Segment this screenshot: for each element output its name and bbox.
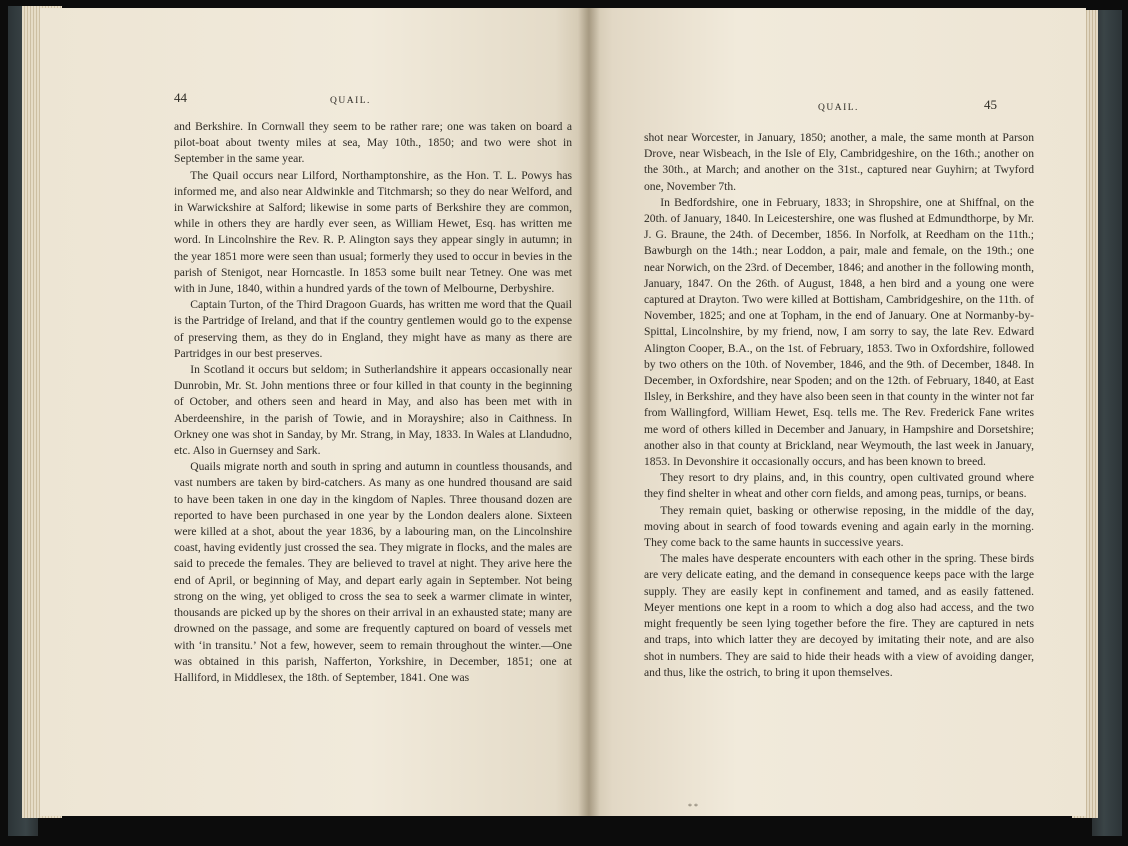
right-page [588,8,1086,816]
paragraph: Captain Turton, of the Third Dragoon Guards, has written me word that the Quail is the Partridge of Ireland, and that if the country gentlemen would go to the expense of preserving them, as they do in England, they might have as many as there are Partridges in our best preserves. [174,298,572,360]
page-number: 44 [174,90,187,105]
paragraph: In Bedfordshire, one in February, 1833; in Shropshire, one at Shiffnal, on the 20th. of January, 1840. In Leicestershire, one was flushed at Edmundthorpe, by Mr. J. G. Braune, the 24th. of December, 1856. In Norfolk, at Reedham on the 11th.; Bawburgh on the 14th.; near Loddon, a pair, male and female, on the 19th.; one near Norwich, on the 23rd. of December, 1846; and another in the following month, January, 1847. On the 26th. of August, 1848, a hen bird and a young one were captured at Drayton. Two were killed at Bottisham, Cambridgeshire, on the 11th. of November, 1825; and one at Topham, in the end of January. One at Normanby-by-Spittal, Lincolnshire, by my friend, now, I am sorry to say, the late Rev. Edward Alington Cooper, B.A., on the 1st. of February, 1853. Two in Oxfordshire, followed by two others on the 10th. of November, 1846, and the 9th. of December, 1848. In December, in Oxfordshire, near Spoden; and on the 12th. of February, 1840, at East Ilsley, in Berkshire, and they have also been seen in that county in the winter not far from Wallingford, William Hewet, Esq. tells me. The Rev. Frederick Fane writes me word of others killed in December and January, in Hampshire and Dorsetshire; another also in that county at Brickland, near Weymouth, the last week in January, 1853. In Devonshire it occasionally occurs, and has been known to breed. [644,195,1034,469]
end-ornament: * * [688,802,698,811]
book-gutter [578,8,600,816]
paragraph: Quails migrate north and south in spring and autumn in countless thousands, and vast numbers are taken by bird-catchers. As many as one hundred thousand are said to have been taken in one day in the kingdom of Naples. Three thousand dozen are reported to have been purchased in one year by the London dealers alone. Sixteen were killed at a shot, about the year 1836, by a labouring man, on the Lincolnshire coast, having evidently just crossed the sea. They migrate in flocks, and the males are said to precede the females. They are believed to travel at night. They arive here the end of April, or beginning of May, and depart early again in September. Not being strong on the wing, yet obliged to cross the sea to seek a warmer climate in winter, thousands are picked up by the shores on their arrival in an exhausted state; many are drowned on the passage, and some are frequently captured on board of vessels met with ‘in transitu.’ Not a few, however, seem to remain throughout the winter.—One was obtained in this parish, Nafferton, Yorkshire, in December, 1851; one at Halliford, in Middlesex, the 18th. of September, 1841. One was [174,460,572,684]
body-text [174,119,572,686]
paragraph: They remain quiet, basking or otherwise reposing, in the middle of the day, moving about in search of food towards evening and again early in the morning. They come back to the same haunts in successive years. [644,503,1034,550]
running-head: QUAIL. [330,96,371,106]
paragraph: The Quail occurs near Lilford, Northamptonshire, as the Hon. T. L. Powys has informed me, and also near Aldwinkle and Titchmarsh; so they do near Welford, and in Warwickshire at Salford; likewise in some parts of Berkshire they are common, while in others they are hardly ever seen, as William Hewet, Esq. has written me word. In Lincolnshire the Rev. R. P. Alington says they appear singly in autumn; in the year 1851 more were seen than usual; formerly they used to occur in bevies in the parish of Stenigot, near Horncastle. In 1853 some built near Tetney. One was met with in June, 1840, within a hundred yards of the town of Melbourne, Derbyshire. [174,168,572,296]
running-head: QUAIL. [818,103,859,113]
page-number: 45 [984,97,997,112]
paragraph: They resort to dry plains, and, in this country, open cultivated ground where they find shelter in wheat and other corn fields, and among peas, turnips, or beans. [644,471,1034,501]
body-text [644,130,1034,681]
paragraph: The males have desperate encounters with each other in the spring. These birds are very delicate eating, and the demand in consequence keeps pace with the large supply. They are easily kept in confinement and tamed, and as easily fattened. Meyer mentions one kept in a room to which a dog also had access, and the two might frequently be seen lying together before the fire. They are captured in nets and traps, into which latter they are decoyed by imitating their note, and are also shot in numbers. They are said to hide their heads with a view of avoiding danger, and thus, like the ostrich, to bring it upon themselves. [644,552,1034,679]
paragraph: shot near Worcester, in January, 1850; another, a male, the same month at Parson Drove, near Wisbeach, in the Isle of Ely, Cambridgeshire, on the 16th.; another on the 30th., at March; and another on the 31st., captured near Guyhirn; at Twyford one, November 7th. [644,131,1034,193]
left-page [40,8,588,816]
paragraph: In Scotland it occurs but seldom; in Sutherlandshire it appears occasionally near Dunrobin, Mr. St. John mentions three or four killed in that county in the beginning of October, and others seen and heard in May, and also has been met with in Aberdeenshire, in the parish of Towie, and in Morayshire; also in Caithness. In Orkney one was shot in Sanday, by Mr. Strang, in May, 1833. In Wales at Llandudno, etc. Also in Guernsey and Sark. [174,363,572,458]
paragraph: and Berkshire. In Cornwall they seem to be rather rare; one was taken on board a pilot-boat about twenty miles at sea, May 10th., 1850; and two were shot in September in the same year. [174,120,572,166]
